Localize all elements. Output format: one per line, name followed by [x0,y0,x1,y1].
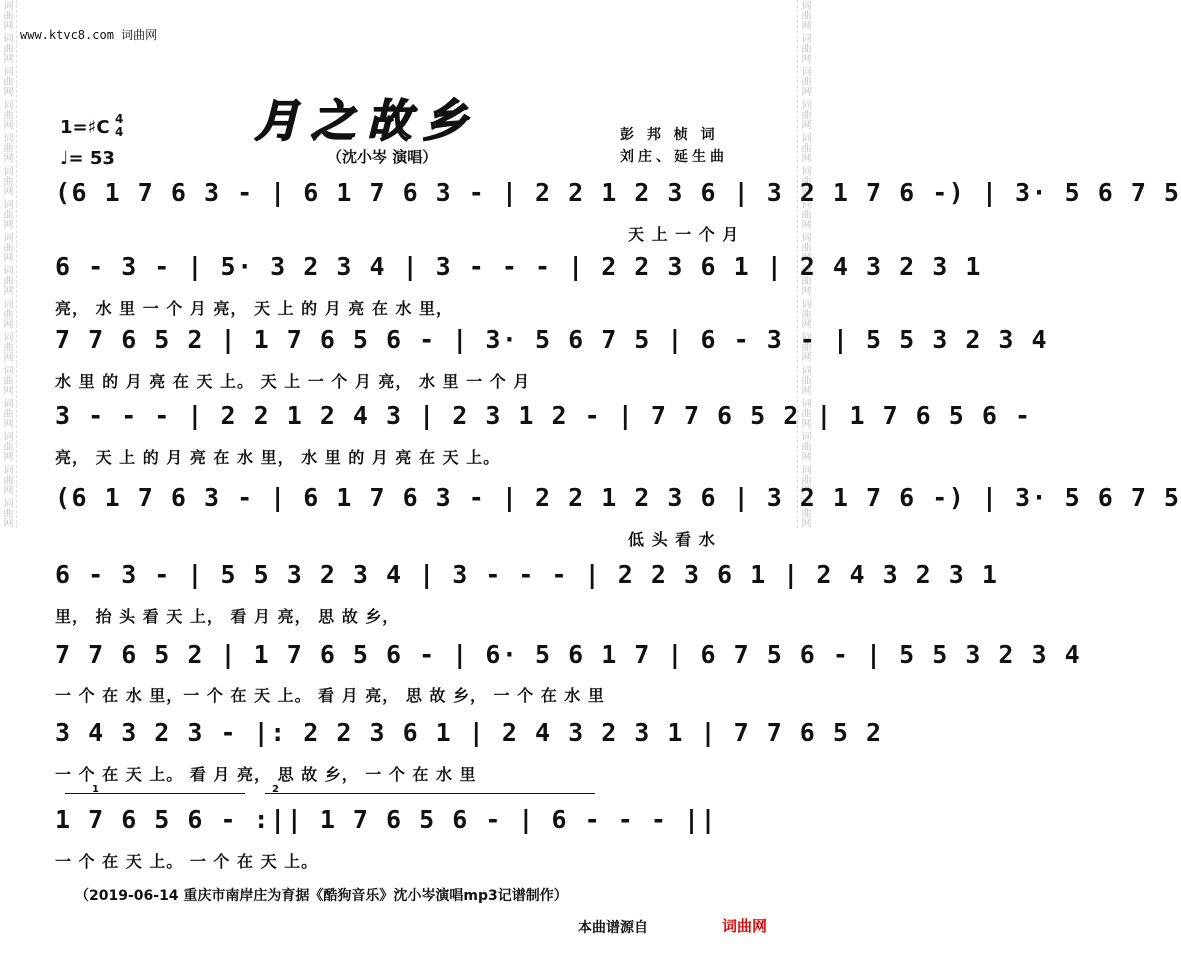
score-line-8-lyrics: 一 个 在 天 上。 看 月 亮， 思 故 乡， 一 个 在 水 里 [55,765,477,784]
score-line-6-notes: 6 - 3 - | 5 5 3 2 3 4 | 3 - - - | 2 2 3 6 1 | 2 4 3 2 3 1 [55,560,999,589]
time-signature-top: 4 [115,112,124,126]
score-line-4-notes: 3 - - - | 2 2 1 2 4 3 | 2 3 1 2 - | 7 7 6 5 2 | 1 7 6 5 6 - [55,401,1032,430]
score-line-3-notes: 7 7 6 5 2 | 1 7 6 5 6 - | 3· 5 6 7 5 | 6 - 3 - | 5 5 3 2 3 4 [55,325,1049,354]
time-signature-bottom: 4 [115,125,124,139]
score-line-7-notes: 7 7 6 5 2 | 1 7 6 5 6 - | 6· 5 6 1 7 | 6 7 5 6 - | 5 5 3 2 3 4 [55,640,1082,669]
source-label: 本曲谱源自 [578,920,648,936]
composer-credit: 刘庄、延生曲 [620,149,728,165]
score-line-6-lyrics: 里， 抬 头 看 天 上， 看 月 亮， 思 故 乡， [55,607,400,626]
score-line-5-lyrics: 低 头 看 水 [628,530,716,549]
brand-link[interactable]: 词曲网 [722,917,768,935]
time-signature [115,113,123,139]
site-url: www.ktvc8.com 词曲网 [20,28,158,42]
first-ending-number: 1 [92,784,99,795]
score-line-9-lyrics: 一 个 在 天 上。 一 个 在 天 上。 [55,852,319,871]
score-line-3-lyrics: 水 里 的 月 亮 在 天 上。 天 上 一 个 月 亮， 水 里 一 个 月 [55,372,531,391]
second-ending-bracket [265,793,595,794]
right-watermark-strip: 词曲网 词曲网 词曲网 词曲网 词曲网 词曲网 词曲网 词曲网 词曲网 词曲网 词曲网 词曲网 词曲网 词曲网 词曲网 词曲网 [797,0,814,528]
singer-credit: （沈小岑 演唱） [327,148,438,166]
left-watermark-strip: 词曲网 词曲网 词曲网 词曲网 词曲网 词曲网 词曲网 词曲网 词曲网 词曲网 词曲网 词曲网 词曲网 词曲网 词曲网 词曲网 [0,0,17,528]
tempo-marking: ♩= 53 [60,148,115,169]
score-line-1-notes: (6 1 7 6 3 - | 6 1 7 6 3 - | 2 2 1 2 3 6 | 3 2 1 7 6 -) | 3· 5 6 7 5 [55,178,1181,207]
score-line-1-lyrics: 天 上 一 个 月 [628,225,740,244]
second-ending-number: 2 [272,784,279,795]
song-title: 月之故乡 [255,96,479,147]
score-line-7-lyrics: 一 个 在 水 里，一 个 在 天 上。 看 月 亮， 思 故 乡， 一 个 在 水 里 [55,686,605,705]
score-line-5-notes: (6 1 7 6 3 - | 6 1 7 6 3 - | 2 2 1 2 3 6 | 3 2 1 7 6 -) | 3· 5 6 7 5 [55,483,1181,512]
lyricist-credit: 彭 邦 桢 词 [620,127,719,143]
score-line-4-lyrics: 亮， 天 上 的 月 亮 在 水 里， 水 里 的 月 亮 在 天 上。 [55,448,501,467]
score-line-9-notes: 1 7 6 5 6 - :|| 1 7 6 5 6 - | 6 - - - || [55,805,718,834]
key-signature: 1=♯C [60,117,110,138]
score-line-2-notes: 6 - 3 - | 5· 3 2 3 4 | 3 - - - | 2 2 3 6 1 | 2 4 3 2 3 1 [55,252,982,281]
author-credits [620,124,728,168]
transcription-note: （2019-06-14 重庆市南岸庄为育据《酷狗音乐》沈小岑演唱mp3记谱制作） [75,888,568,904]
score-line-8-notes: 3 4 3 2 3 - |: 2 2 3 6 1 | 2 4 3 2 3 1 | 7 7 6 5 2 [55,718,883,747]
score-line-2-lyrics: 亮， 水 里 一 个 月 亮， 天 上 的 月 亮 在 水 里， [55,299,453,318]
